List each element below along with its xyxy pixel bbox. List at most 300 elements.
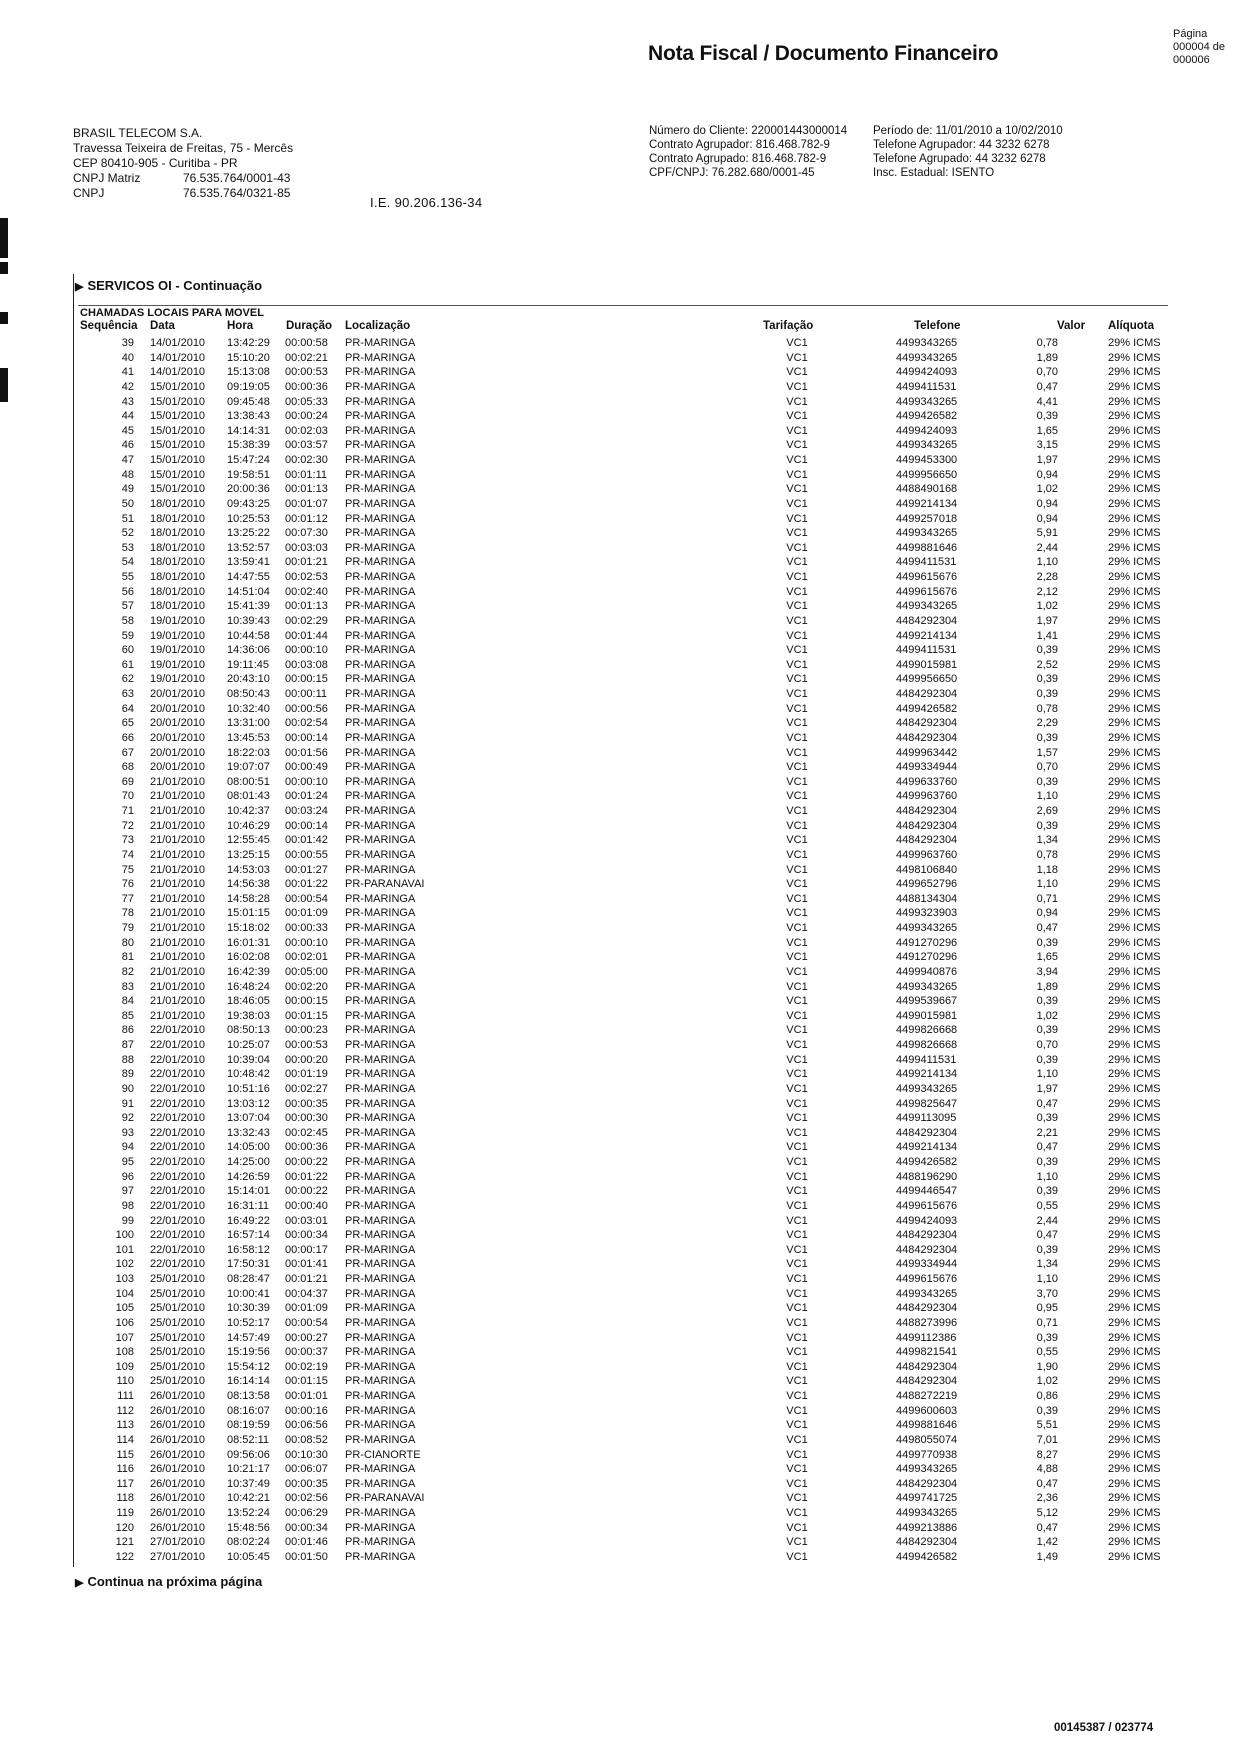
row-location: PR-MARINGA — [345, 556, 416, 569]
row-location: PR-MARINGA — [345, 790, 416, 803]
row-date: 21/01/2010 — [150, 819, 206, 832]
row-time: 13:52:24 — [227, 1507, 270, 1519]
row-location: PR-MARINGA — [345, 1156, 416, 1168]
row-tariff: VC1 — [786, 571, 808, 583]
row-tariff: VC1 — [786, 702, 808, 715]
row-tariff: VC1 — [786, 1360, 808, 1373]
row-sequence: 99 — [121, 1214, 134, 1227]
row-date: 26/01/2010 — [150, 1390, 206, 1402]
row-time: 10:25:07 — [227, 1039, 270, 1051]
row-sequence: 75 — [121, 863, 134, 876]
row-date: 26/01/2010 — [150, 1419, 206, 1432]
row-time: 18:22:03 — [227, 746, 270, 759]
row-phone: 4499424093 — [896, 1214, 958, 1227]
row-aliquota: 29% ICMS — [1108, 1316, 1161, 1329]
row-sequence: 103 — [115, 1273, 134, 1285]
row-location: PR-MARINGA — [345, 512, 416, 525]
table-row — [0, 1126, 1248, 1141]
row-value: 1,18 — [1036, 863, 1058, 876]
row-aliquota: 29% ICMS — [1108, 454, 1161, 466]
row-tariff: VC1 — [786, 1112, 808, 1125]
row-value: 0,47 — [1036, 1521, 1058, 1534]
row-sequence: 101 — [115, 1243, 134, 1256]
row-sequence: 70 — [121, 790, 134, 803]
row-time: 09:43:25 — [227, 497, 270, 510]
row-tariff: VC1 — [786, 1302, 808, 1315]
row-location: PR-MARINGA — [345, 1243, 416, 1256]
row-phone: 4499343265 — [896, 351, 958, 364]
row-tariff: VC1 — [786, 717, 808, 730]
row-location: PR-MARINGA — [345, 1009, 416, 1022]
row-sequence: 86 — [121, 1024, 134, 1037]
row-location: PR-MARINGA — [345, 819, 416, 832]
row-value: 1,89 — [1036, 980, 1058, 993]
row-tariff: VC1 — [786, 834, 808, 847]
row-sequence: 105 — [115, 1302, 134, 1315]
row-date: 21/01/2010 — [150, 892, 206, 905]
row-duration: 00:01:13 — [285, 483, 328, 496]
row-aliquota: 29% ICMS — [1108, 702, 1161, 715]
row-aliquota: 29% ICMS — [1108, 805, 1161, 817]
row-value: 2,52 — [1036, 658, 1058, 671]
row-date: 20/01/2010 — [150, 761, 206, 774]
row-sequence: 95 — [121, 1156, 134, 1168]
row-aliquota: 29% ICMS — [1108, 1039, 1161, 1051]
document-title: Nota Fiscal / Documento Financeiro — [648, 42, 999, 65]
row-tariff: VC1 — [786, 688, 808, 700]
row-date: 22/01/2010 — [150, 1214, 206, 1227]
row-duration: 00:02:03 — [285, 424, 328, 437]
row-tariff: VC1 — [786, 1229, 808, 1242]
row-sequence: 115 — [116, 1448, 134, 1461]
row-value: 0,94 — [1036, 497, 1058, 510]
row-aliquota: 29% ICMS — [1108, 527, 1161, 540]
row-tariff: VC1 — [786, 1331, 808, 1344]
row-value: 0,94 — [1036, 907, 1058, 920]
table-row — [0, 1199, 1248, 1214]
row-tariff: VC1 — [786, 1141, 808, 1154]
table-row — [0, 789, 1248, 804]
table-row — [0, 702, 1248, 717]
table-row — [0, 687, 1248, 702]
row-time: 13:52:57 — [227, 541, 270, 554]
row-phone: 4484292304 — [896, 614, 958, 627]
row-sequence: 100 — [115, 1229, 134, 1242]
row-location: PR-MARINGA — [345, 805, 416, 817]
table-row — [0, 1257, 1248, 1272]
table-row — [0, 1023, 1248, 1038]
inscricao-estadual: I.E. 90.206.136-34 — [370, 195, 483, 210]
row-phone: 4499826668 — [896, 1039, 958, 1051]
row-time: 08:02:24 — [227, 1536, 270, 1549]
row-value: 0,39 — [1036, 1185, 1058, 1198]
section-title-text: SERVICOS OI - Continuação — [87, 278, 263, 293]
row-value: 3,70 — [1036, 1287, 1058, 1300]
row-tariff: VC1 — [786, 936, 808, 949]
table-row — [0, 731, 1248, 746]
company-cnpj-matriz — [73, 171, 293, 186]
row-value: 0,55 — [1036, 1346, 1058, 1359]
row-sequence: 59 — [121, 629, 134, 642]
row-location: PR-MARINGA — [345, 1536, 416, 1549]
row-aliquota: 29% ICMS — [1108, 571, 1161, 583]
row-sequence: 106 — [115, 1316, 134, 1329]
row-time: 15:13:08 — [227, 366, 270, 379]
table-row — [0, 892, 1248, 907]
row-tariff: VC1 — [786, 1068, 808, 1081]
row-sequence: 63 — [121, 688, 134, 700]
row-location: PR-MARINGA — [345, 1039, 416, 1051]
row-phone: 4499213886 — [896, 1521, 958, 1534]
row-sequence: 78 — [121, 907, 134, 920]
table-row — [0, 848, 1248, 863]
row-time: 13:25:22 — [227, 527, 270, 540]
row-date: 21/01/2010 — [150, 907, 206, 920]
row-value: 2,69 — [1036, 805, 1058, 817]
contrato-agrupado: Contrato Agrupado: 816.468.782-9 — [649, 153, 827, 165]
table-row — [0, 1272, 1248, 1287]
row-value: 1,65 — [1036, 951, 1058, 964]
row-value: 1,97 — [1036, 614, 1058, 627]
row-aliquota: 29% ICMS — [1108, 1419, 1161, 1432]
row-aliquota: 29% ICMS — [1108, 468, 1161, 481]
table-row — [0, 1477, 1248, 1492]
row-sequence: 116 — [116, 1463, 134, 1476]
row-date: 21/01/2010 — [150, 936, 206, 949]
row-location: PR-MARINGA — [345, 1302, 416, 1315]
row-tariff: VC1 — [786, 746, 808, 759]
row-duration: 00:00:35 — [285, 1097, 328, 1110]
row-date: 14/01/2010 — [150, 351, 206, 364]
row-sequence: 87 — [121, 1039, 134, 1051]
row-duration: 00:00:37 — [285, 1346, 328, 1359]
row-duration: 00:01:21 — [285, 556, 328, 569]
row-location: PR-MARINGA — [345, 761, 416, 774]
row-aliquota: 29% ICMS — [1108, 1053, 1161, 1066]
row-phone: 4488196290 — [896, 1170, 958, 1183]
row-phone: 4499963442 — [896, 746, 958, 759]
row-time: 14:47:55 — [227, 571, 270, 583]
row-phone: 4499343265 — [896, 395, 958, 408]
table-row — [0, 1228, 1248, 1243]
row-value: 0,70 — [1036, 1039, 1058, 1051]
row-date: 27/01/2010 — [150, 1550, 206, 1563]
row-tariff: VC1 — [786, 439, 808, 452]
row-aliquota: 29% ICMS — [1108, 863, 1161, 876]
row-sequence: 64 — [121, 702, 134, 715]
scan-edge-mark — [0, 262, 8, 274]
row-aliquota: 29% ICMS — [1108, 351, 1161, 364]
row-time: 16:42:39 — [227, 965, 270, 978]
row-value: 0,39 — [1036, 1053, 1058, 1066]
row-time: 09:19:05 — [227, 380, 270, 393]
billing-period: Período de: 11/01/2010 a 10/02/2010 — [873, 125, 1063, 137]
row-date: 18/01/2010 — [150, 571, 206, 583]
row-date: 18/01/2010 — [150, 556, 206, 569]
row-phone: 4499015981 — [896, 658, 958, 671]
row-time: 14:51:04 — [227, 585, 270, 598]
row-tariff: VC1 — [786, 614, 808, 627]
scan-edge-mark — [0, 218, 8, 258]
row-value: 0,55 — [1036, 1199, 1058, 1212]
row-sequence: 48 — [121, 468, 134, 481]
row-tariff: VC1 — [786, 658, 808, 671]
period-info — [873, 124, 1063, 180]
table-row — [0, 599, 1248, 614]
table-row — [0, 1448, 1248, 1463]
row-duration: 00:01:22 — [285, 1170, 328, 1183]
row-aliquota: 29% ICMS — [1108, 907, 1161, 920]
row-location: PR-MARINGA — [345, 571, 416, 583]
section-divider-horizontal — [78, 305, 1168, 306]
row-date: 22/01/2010 — [150, 1258, 206, 1271]
row-date: 21/01/2010 — [150, 995, 206, 1008]
row-tariff: VC1 — [786, 424, 808, 437]
row-value: 0,94 — [1036, 512, 1058, 525]
row-duration: 00:00:20 — [285, 1053, 328, 1066]
row-tariff: VC1 — [786, 1009, 808, 1022]
row-location: PR-MARINGA — [345, 468, 416, 481]
row-time: 16:02:08 — [227, 951, 270, 964]
row-duration: 00:00:54 — [285, 1316, 328, 1329]
row-sequence: 91 — [121, 1097, 134, 1110]
row-aliquota: 29% ICMS — [1108, 337, 1161, 349]
row-aliquota: 29% ICMS — [1108, 965, 1161, 978]
row-location: PR-MARINGA — [345, 717, 416, 730]
row-aliquota: 29% ICMS — [1108, 644, 1161, 657]
row-value: 0,47 — [1036, 1477, 1058, 1490]
row-value: 0,39 — [1036, 1331, 1058, 1344]
row-phone: 4491270296 — [896, 936, 958, 949]
cnpj-matriz-label: CNPJ Matriz — [73, 171, 141, 185]
table-row — [0, 1404, 1248, 1419]
row-date: 18/01/2010 — [150, 497, 206, 510]
row-aliquota: 29% ICMS — [1108, 614, 1161, 627]
row-aliquota: 29% ICMS — [1108, 980, 1161, 993]
row-tariff: VC1 — [786, 351, 808, 364]
row-time: 16:49:22 — [227, 1214, 270, 1227]
table-row — [0, 1067, 1248, 1082]
row-time: 10:05:45 — [227, 1550, 270, 1563]
row-duration: 00:01:50 — [285, 1550, 328, 1563]
row-tariff: VC1 — [786, 775, 808, 788]
row-time: 15:18:02 — [227, 922, 270, 934]
row-location: PR-MARINGA — [345, 1214, 416, 1227]
section-arrow-icon: ▶ — [75, 281, 84, 293]
row-time: 10:48:42 — [227, 1068, 270, 1081]
row-location: PR-MARINGA — [345, 1360, 416, 1373]
row-date: 22/01/2010 — [150, 1024, 206, 1037]
row-location: PR-MARINGA — [345, 980, 416, 993]
row-phone: 4499424093 — [896, 424, 958, 437]
row-value: 1,02 — [1036, 1375, 1058, 1388]
row-date: 19/01/2010 — [150, 673, 206, 686]
row-location: PR-MARINGA — [345, 1507, 416, 1519]
row-time: 09:56:06 — [227, 1448, 270, 1461]
row-date: 22/01/2010 — [150, 1199, 206, 1212]
row-value: 0,70 — [1036, 366, 1058, 379]
row-date: 15/01/2010 — [150, 454, 206, 466]
row-duration: 00:01:11 — [285, 468, 328, 481]
page-total: 000006 — [1173, 54, 1210, 66]
row-tariff: VC1 — [786, 337, 808, 349]
row-location: PR-MARINGA — [345, 775, 416, 788]
row-duration: 00:01:15 — [285, 1375, 328, 1388]
row-phone: 4499881646 — [896, 541, 958, 554]
row-sequence: 104 — [115, 1287, 134, 1300]
row-duration: 00:02:27 — [285, 1082, 328, 1095]
row-tariff: VC1 — [786, 1024, 808, 1037]
row-time: 19:38:03 — [227, 1009, 270, 1022]
row-aliquota: 29% ICMS — [1108, 717, 1161, 730]
row-tariff: VC1 — [786, 483, 808, 496]
row-location: PR-MARINGA — [345, 1316, 416, 1329]
row-value: 1,49 — [1036, 1550, 1058, 1563]
row-sequence: 44 — [121, 410, 134, 423]
row-tariff: VC1 — [786, 1287, 808, 1300]
row-date: 20/01/2010 — [150, 702, 206, 715]
row-date: 21/01/2010 — [150, 775, 206, 788]
row-tariff: VC1 — [786, 1156, 808, 1168]
row-location: PR-MARINGA — [345, 1126, 416, 1139]
table-row — [0, 468, 1248, 483]
row-location: PR-CIANORTE — [345, 1448, 421, 1461]
row-time: 14:57:49 — [227, 1331, 270, 1344]
row-phone: 4499821541 — [896, 1346, 958, 1359]
row-duration: 00:00:53 — [285, 1039, 328, 1051]
row-aliquota: 29% ICMS — [1108, 848, 1161, 861]
row-time: 16:31:11 — [227, 1199, 270, 1212]
row-value: 3,15 — [1036, 439, 1058, 452]
row-duration: 00:00:56 — [285, 702, 328, 715]
row-duration: 00:01:01 — [285, 1390, 328, 1402]
row-aliquota: 29% ICMS — [1108, 512, 1161, 525]
row-aliquota: 29% ICMS — [1108, 688, 1161, 700]
row-value: 0,78 — [1036, 337, 1058, 349]
company-address: Travessa Teixeira de Freitas, 75 - Mercês — [73, 141, 294, 155]
row-duration: 00:01:07 — [285, 497, 328, 510]
row-sequence: 58 — [121, 614, 134, 627]
row-tariff: VC1 — [786, 1550, 808, 1563]
row-phone: 4499343265 — [896, 527, 958, 540]
row-phone: 4499323903 — [896, 907, 958, 920]
row-phone: 4491270296 — [896, 951, 958, 964]
row-date: 15/01/2010 — [150, 424, 206, 437]
row-tariff: VC1 — [786, 805, 808, 817]
row-value: 5,51 — [1036, 1419, 1058, 1432]
table-row — [0, 672, 1248, 687]
row-location: PR-MARINGA — [345, 1521, 416, 1534]
row-date: 21/01/2010 — [150, 790, 206, 803]
row-tariff: VC1 — [786, 1463, 808, 1476]
row-duration: 00:00:10 — [285, 936, 328, 949]
row-time: 12:55:45 — [227, 834, 270, 847]
row-aliquota: 29% ICMS — [1108, 1287, 1161, 1300]
table-row — [0, 1287, 1248, 1302]
row-time: 08:28:47 — [227, 1273, 270, 1285]
row-duration: 00:00:35 — [285, 1477, 328, 1490]
row-duration: 00:00:36 — [285, 380, 328, 393]
row-tariff: VC1 — [786, 1039, 808, 1051]
row-location: PR-MARINGA — [345, 600, 416, 613]
row-location: PR-MARINGA — [345, 951, 416, 964]
row-location: PR-MARINGA — [345, 1141, 416, 1154]
row-value: 0,78 — [1036, 848, 1058, 861]
telefone-agrupador: Telefone Agrupador: 44 3232 6278 — [873, 139, 1050, 151]
row-date: 22/01/2010 — [150, 1243, 206, 1256]
row-duration: 00:00:23 — [285, 1024, 328, 1037]
table-row — [0, 1433, 1248, 1448]
row-location: PR-MARINGA — [345, 892, 416, 905]
row-duration: 00:02:54 — [285, 717, 328, 730]
row-value: 0,39 — [1036, 995, 1058, 1008]
row-sequence: 56 — [121, 585, 134, 598]
row-phone: 4499826668 — [896, 1024, 958, 1037]
row-aliquota: 29% ICMS — [1108, 1550, 1161, 1563]
row-sequence: 93 — [121, 1126, 134, 1139]
row-aliquota: 29% ICMS — [1108, 497, 1161, 510]
row-time: 19:07:07 — [227, 761, 270, 774]
table-row — [0, 336, 1248, 351]
cnpj-value: 76.535.764/0321-85 — [183, 186, 291, 200]
row-tariff: VC1 — [786, 907, 808, 920]
row-duration: 00:00:10 — [285, 775, 328, 788]
row-phone: 4499343265 — [896, 1463, 958, 1476]
row-phone: 4499615676 — [896, 571, 958, 583]
row-value: 0,39 — [1036, 688, 1058, 700]
row-phone: 4499881646 — [896, 1419, 958, 1432]
row-value: 5,12 — [1036, 1507, 1058, 1519]
table-row — [0, 453, 1248, 468]
row-date: 22/01/2010 — [150, 1126, 206, 1139]
row-duration: 00:07:30 — [285, 527, 328, 540]
row-tariff: VC1 — [786, 951, 808, 964]
row-location: PR-MARINGA — [345, 731, 416, 744]
row-tariff: VC1 — [786, 1243, 808, 1256]
row-sequence: 74 — [121, 848, 134, 861]
table-row — [0, 1418, 1248, 1433]
row-phone: 4499446547 — [896, 1185, 958, 1198]
row-time: 13:59:41 — [227, 556, 270, 569]
row-location: PR-MARINGA — [345, 1477, 416, 1490]
row-location: PR-MARINGA — [345, 1112, 416, 1125]
row-phone: 4499334944 — [896, 761, 958, 774]
row-tariff: VC1 — [786, 980, 808, 993]
row-sequence: 84 — [121, 995, 134, 1008]
row-aliquota: 29% ICMS — [1108, 585, 1161, 598]
row-location: PR-MARINGA — [345, 673, 416, 686]
table-row — [0, 1360, 1248, 1375]
row-date: 22/01/2010 — [150, 1141, 206, 1154]
row-phone: 4499214134 — [896, 629, 958, 642]
row-date: 21/01/2010 — [150, 951, 206, 964]
row-time: 14:25:00 — [227, 1156, 270, 1168]
row-date: 25/01/2010 — [150, 1346, 206, 1359]
row-phone: 4499600603 — [896, 1404, 958, 1417]
cnpj-matriz-value: 76.535.764/0001-43 — [183, 171, 291, 185]
row-sequence: 65 — [121, 717, 134, 730]
row-aliquota: 29% ICMS — [1108, 366, 1161, 379]
row-value: 0,47 — [1036, 1097, 1058, 1110]
row-tariff: VC1 — [786, 1419, 808, 1432]
col-header-seq: Sequência — [80, 320, 138, 332]
row-tariff: VC1 — [786, 1273, 808, 1285]
row-duration: 00:00:15 — [285, 995, 328, 1008]
table-row — [0, 1140, 1248, 1155]
row-tariff: VC1 — [786, 790, 808, 803]
row-aliquota: 29% ICMS — [1108, 775, 1161, 788]
row-location: PR-MARINGA — [345, 351, 416, 364]
